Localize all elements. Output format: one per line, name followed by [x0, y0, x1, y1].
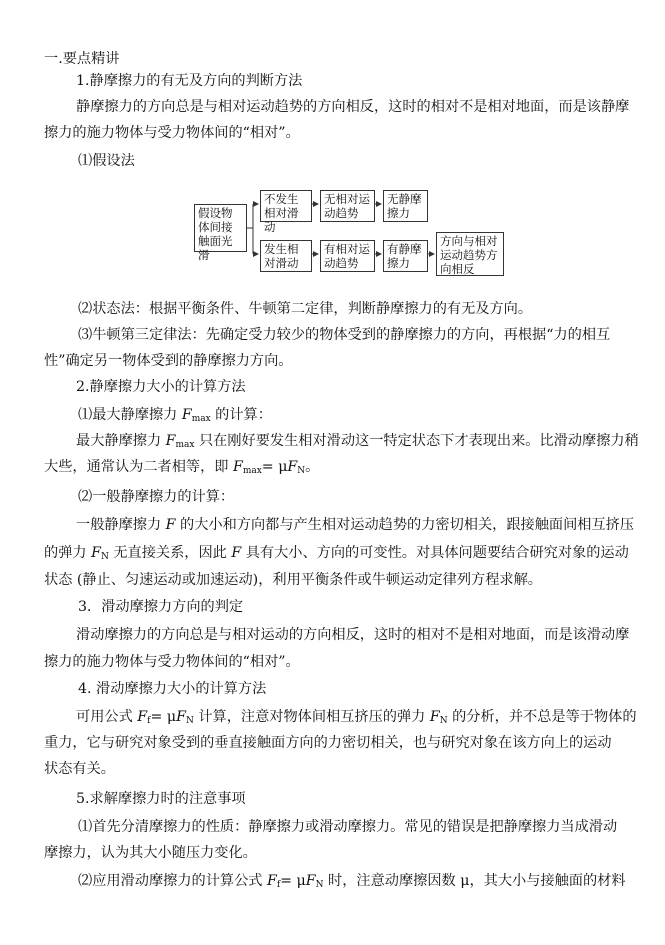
paragraph-line: 重力，它与研究对象受到的垂直接触面方向的力密切相关，也与研究对象在该方向上的运动 [44, 735, 612, 751]
paragraph-line: ⑵状态法：根据平衡条件、牛顿第二定律，判断静摩擦力的有无及方向。 [78, 301, 533, 317]
paragraph-line: ⑴首先分清摩擦力的性质：静摩擦力或滑动摩擦力。常见的错误是把静摩擦力当成滑动 [78, 819, 618, 835]
paragraph-line: ⑶牛顿第三定律法：先确定受力较少的物体受到的静摩擦力的方向，再根据“力的相互 [78, 327, 611, 343]
paragraph-line: 滑动摩擦力的方向总是与相对运动的方向相反，这时的相对不是相对地面，而是该滑动摩 [76, 627, 630, 643]
subheading-4: 4. 滑动摩擦力大小的计算方法 [78, 681, 267, 697]
flow-box-bot4: 方向与相对运动趋势方向相反 [436, 232, 504, 276]
subheading-1: 1.静摩擦力的有无及方向的判断方法 [76, 73, 303, 89]
paragraph-line: 状态有关。 [44, 761, 115, 777]
paragraph-line: 状态 (静止、匀速运动或加速运动)，利用平衡条件或牛顿运动定律列方程求解。 [44, 572, 542, 588]
section-heading: 一.要点精讲 [44, 51, 120, 67]
paragraph-line: 一般静摩擦力 F 的大小和方向都与产生相对运动趋势的力密切相关，跟接触面间相互挤压 [76, 517, 635, 533]
paragraph-line: ⑵一般静摩擦力的计算： [78, 489, 235, 505]
flow-box-top3: 无静摩擦力 [383, 190, 428, 222]
assumption-flowchart [190, 188, 510, 276]
flow-box-start: 假设物体间接触面光滑 [194, 204, 247, 252]
subheading-5: 5.求解摩擦力时的注意事项 [76, 791, 246, 807]
paragraph-line: 可用公式 $F_f= \mu F_N$ 计算，注意对物体间相互挤压的弹力 $F_N$ 的分析，并不总是等于物体的 [76, 709, 637, 726]
method-label: ⑴假设法 [78, 153, 135, 169]
paragraph-line: 擦力的施力物体与受力物体间的“相对”。 [44, 654, 300, 670]
flow-box-bot1: 发生相对滑动 [260, 240, 312, 272]
paragraph-line: 大些，通常认为二者相等，即 $F_{max}= \mu F_N$。 [44, 459, 320, 476]
paragraph-line: ⑵应用滑动摩擦力的计算公式 $F_f= \mu F_N$ 时，注意动摩擦因数 μ，其大小与接触面的材料 [78, 873, 626, 890]
paragraph-line: 摩擦力，认为其大小随压力变化。 [44, 845, 257, 861]
flow-box-top2: 无相对运动趋势 [320, 190, 375, 222]
paragraph-line: 静摩擦力的方向总是与相对运动趋势的方向相反，这时的相对不是相对地面，而是该静摩 [76, 99, 630, 115]
flow-box-bot2: 有相对运动趋势 [320, 240, 375, 272]
flow-box-top1: 不发生相对滑动 [260, 190, 312, 222]
flow-box-bot3: 有静摩擦力 [383, 240, 428, 272]
subheading-2: 2.静摩擦力大小的计算方法 [76, 379, 246, 395]
paragraph-line: 的弹力 $F_N$ 无直接关系，因此 F 具有大小、方向的可变性。对具体问题要结合研究对象的运动 [44, 545, 629, 562]
paragraph-line: 最大静摩擦力 $F_{max}$ 只在刚好要发生相对滑动这一特定状态下才表现出来。比滑动摩擦力稍 [76, 433, 639, 450]
paragraph-line: ⑴最大静摩擦力 $F_{max}$ 的计算： [78, 407, 272, 424]
paragraph-line: 擦力的施力物体与受力物体间的“相对”。 [44, 125, 300, 141]
paragraph-line: 性”确定另一物体受到的静摩擦力方向。 [44, 353, 293, 369]
subheading-3: 3．滑动摩擦力方向的判定 [78, 599, 244, 615]
